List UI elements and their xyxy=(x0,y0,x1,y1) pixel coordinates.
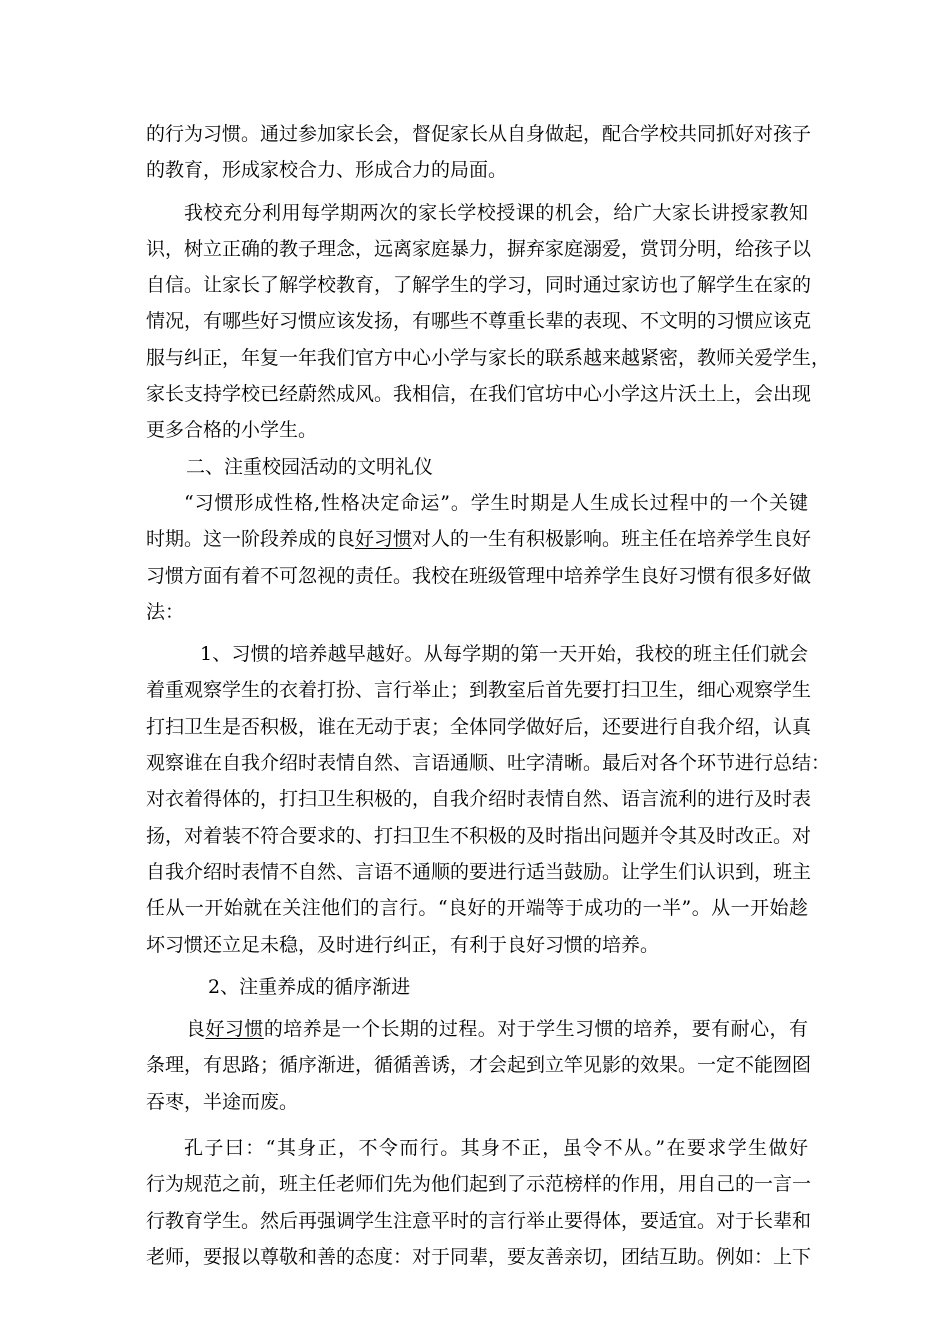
text-line: 情况，有哪些好习惯应该发扬，有哪些不尊重长辈的表现、不文明的习惯应该克 xyxy=(146,310,812,333)
text-line: 习惯方面有着不可忽视的责任。我校在班级管理中培养学生良好习惯有很多好做 xyxy=(146,564,812,587)
text-line: 打扫卫生是否积极，谁在无动于衷；全体同学做好后，还要进行自我介绍，认真 xyxy=(146,715,812,738)
text-line: 法： xyxy=(146,600,185,623)
text-line: 我校充分利用每学期两次的家长学校授课的机会，给广大家长讲授家教知 xyxy=(184,201,808,224)
text-line: 行为规范之前，班主任老师们先为他们起到了示范榜样的作用，用自己的一言一 xyxy=(146,1173,812,1196)
list-item-heading: 1、习惯的培养越早越好。从每学期的第一天开始，我校的班主任们就会 xyxy=(200,643,808,666)
text-line: 坏习惯还立足未稳，及时进行纠正，有利于良好习惯的培养。 xyxy=(146,933,660,956)
text-line: 识，树立正确的教子理念，远离家庭暴力，摒弃家庭溺爱，赏罚分明，给孩子以 xyxy=(146,237,812,260)
text-line: 吞枣，半途而废。 xyxy=(146,1090,299,1113)
text-line: “习惯形成性格,性格决定命运”。学生时期是人生成长过程中的一个关键 xyxy=(184,491,808,514)
text-line xyxy=(146,1011,808,1047)
section-heading: 二、注重校园活动的文明礼仪 xyxy=(186,455,434,478)
text-line: 着重观察学生的衣着打扮、言行举止；到教室后首先要打扫卫生，细心观察学生 xyxy=(146,679,812,702)
text-run: 对人的一生有积极影响。班主任在培养学生良好 xyxy=(412,528,812,551)
text-line: 的教育，形成家校合力、形成合力的局面。 xyxy=(146,159,508,182)
text-run: 时期。这一阶段养成的良 xyxy=(146,528,356,551)
text-line: 观察谁在自我介绍时表情自然、言语通顺、吐字清晰。最后对各个环节进行总结： xyxy=(146,752,831,775)
text-line: 老师，要报以尊敬和善的态度：对于同辈，要友善亲切，团结互助。例如：上下 xyxy=(146,1245,812,1268)
text-line: 更多合格的小学生。 xyxy=(146,419,318,442)
text-line: 对衣着得体的，打扫卫生积极的，自我介绍时表情自然、语言流利的进行及时表 xyxy=(146,788,812,811)
text-line: 行教育学生。然后再强调学生注意平时的言行举止要得体，要适宜。对于长辈和 xyxy=(146,1209,812,1232)
text-run: 良 xyxy=(186,1018,206,1041)
text-line: 自我介绍时表情不自然、言语不通顺的要进行适当鼓励。让学生们认识到，班主 xyxy=(146,860,812,883)
text-line: 任从一开始就在关注他们的言行。“良好的开端等于成功的一半”。从一开始趁 xyxy=(146,897,808,920)
text-line: 家长支持学校已经蔚然成风。我相信，在我们官坊中心小学这片沃土上，会出现 xyxy=(146,383,812,406)
underlined-text: 好习惯 xyxy=(205,1018,264,1041)
text-line: 服与纠正，年复一年我们官方中心小学与家长的联系越来越紧密，教师关爱学生， xyxy=(146,346,831,369)
list-item-heading: 2、注重养成的循序渐进 xyxy=(208,975,411,998)
text-line: 的行为习惯。通过参加家长会，督促家长从自身做起，配合学校共同抓好对孩子 xyxy=(146,123,812,145)
text-line: 孔子曰：“其身正，不令而行。其身不正，虽令不从。”在要求学生做好 xyxy=(184,1137,808,1160)
text-line: 扬，对着装不符合要求的、打扫卫生不积极的及时指出问题并令其及时改正。对 xyxy=(146,824,812,847)
text-line: 自信。让家长了解学校教育，了解学生的学习，同时通过家访也了解学生在家的 xyxy=(146,274,812,297)
text-line: 条理，有思路；循序渐进，循循善诱，才会起到立竿见影的效果。一定不能囫囵 xyxy=(146,1054,812,1077)
underlined-text: 好习惯 xyxy=(355,528,413,551)
text-run: 的培养是一个长期的过程。对于学生习惯的培养，要有耐心，有 xyxy=(263,1018,808,1041)
paragraph-spacer xyxy=(146,1120,808,1130)
text-line xyxy=(146,521,812,557)
body-text xyxy=(146,116,831,1275)
